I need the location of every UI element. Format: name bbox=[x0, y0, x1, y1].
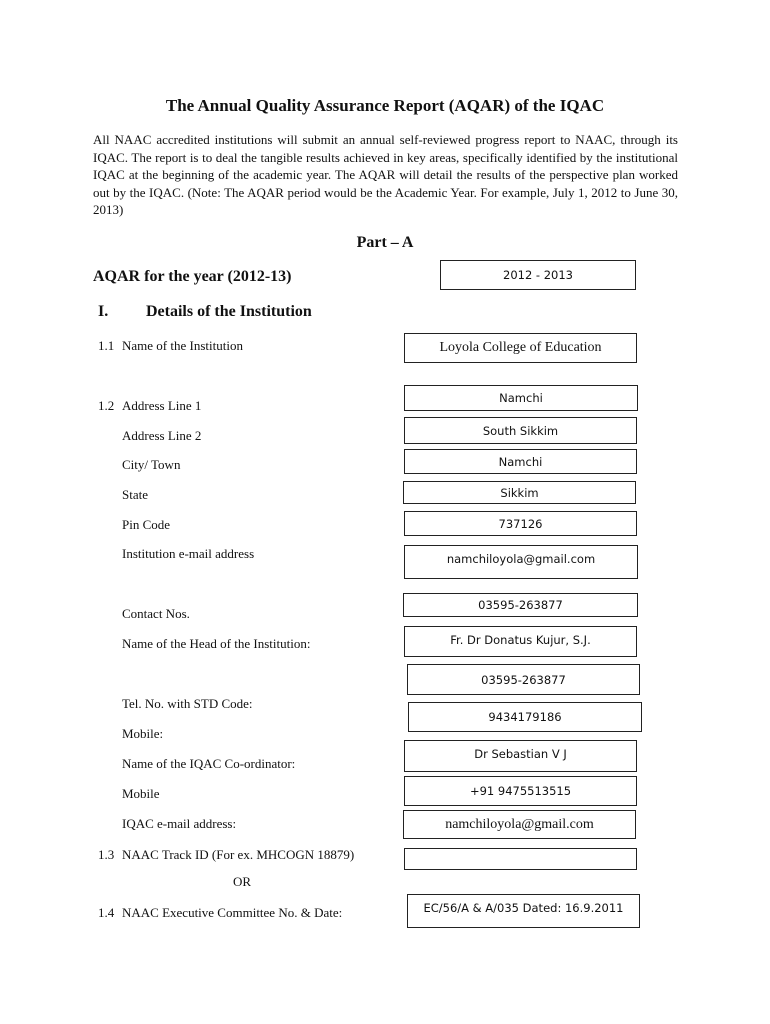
iqac-email-label: IQAC e-mail address: bbox=[122, 816, 237, 831]
tel-std-code-label: Tel. No. with STD Code: bbox=[122, 696, 253, 711]
city-label: City/ Town bbox=[122, 457, 181, 472]
naac-track-id-field[interactable] bbox=[404, 848, 637, 870]
or-separator: OR bbox=[233, 874, 252, 889]
mobile-label: Mobile: bbox=[122, 726, 164, 741]
section-number: I. bbox=[98, 303, 109, 320]
page-title: The Annual Quality Assurance Report (AQAR) of the IQAC bbox=[165, 96, 605, 115]
item-number-1-2: 1.2 bbox=[98, 398, 115, 413]
executive-committee-field[interactable]: EC/56/A & A/035 Dated: 16.9.2011 bbox=[407, 894, 640, 928]
aqar-year-field[interactable]: 2012 - 2013 bbox=[440, 260, 636, 290]
iqac-email-field[interactable]: namchiloyola@gmail.com bbox=[403, 810, 636, 839]
contact-numbers-field[interactable]: 03595-263877 bbox=[403, 593, 638, 617]
address-line-1-field[interactable]: Namchi bbox=[404, 385, 638, 411]
iqac-coordinator-label: Name of the IQAC Co-ordinator: bbox=[122, 756, 296, 771]
institution-email-label: Institution e-mail address bbox=[122, 546, 255, 561]
mobile-field[interactable]: 9434179186 bbox=[408, 702, 642, 732]
contact-numbers-label: Contact Nos. bbox=[122, 606, 190, 621]
tel-std-code-field[interactable]: 03595-263877 bbox=[407, 664, 640, 695]
head-of-institution-label: Name of the Head of the Institution: bbox=[122, 636, 311, 651]
pin-code-field[interactable]: 737126 bbox=[404, 511, 637, 536]
intro-paragraph: All NAAC accredited institutions will submit an annual self-reviewed progress report to NAAC, through its IQAC. The report is to deal the tangible results achieved in key areas, specifically identified by the institutional IQAC at the beginning of the academic year. The AQAR will detail the results of the perspective plan worked out by the IQAC. (Note: The AQAR period would be the Academic Year. For example, July 1, 2012 to June 30, 2013) bbox=[93, 132, 678, 217]
item-number-1-3: 1.3 bbox=[98, 847, 115, 862]
head-of-institution-field[interactable]: Fr. Dr Donatus Kujur, S.J. bbox=[404, 626, 637, 657]
address-line-2-field[interactable]: South Sikkim bbox=[404, 417, 637, 444]
address-line-2-label: Address Line 2 bbox=[122, 428, 202, 443]
executive-committee-label: NAAC Executive Committee No. & Date: bbox=[122, 905, 343, 920]
naac-track-id-label: NAAC Track ID (For ex. MHCOGN 18879) bbox=[122, 847, 355, 862]
section-title: Details of the Institution bbox=[146, 303, 312, 320]
state-label: State bbox=[122, 487, 148, 502]
institution-name-label: Name of the Institution bbox=[122, 338, 243, 353]
address-line-1-label: Address Line 1 bbox=[122, 398, 202, 413]
city-field[interactable]: Namchi bbox=[404, 449, 637, 474]
item-number-1-4: 1.4 bbox=[98, 905, 115, 920]
item-number-1-1: 1.1 bbox=[98, 338, 115, 353]
institution-name-field[interactable]: Loyola College of Education bbox=[404, 333, 637, 363]
state-field[interactable]: Sikkim bbox=[403, 481, 636, 504]
coordinator-mobile-field[interactable]: +91 9475513515 bbox=[404, 776, 637, 806]
coordinator-mobile-label: Mobile bbox=[122, 786, 160, 801]
part-heading: Part – A bbox=[356, 234, 414, 251]
iqac-coordinator-field[interactable]: Dr Sebastian V J bbox=[404, 740, 637, 772]
pin-code-label: Pin Code bbox=[122, 517, 171, 532]
institution-email-field[interactable]: namchiloyola@gmail.com bbox=[404, 545, 638, 579]
aqar-year-label: AQAR for the year (2012-13) bbox=[93, 268, 292, 285]
